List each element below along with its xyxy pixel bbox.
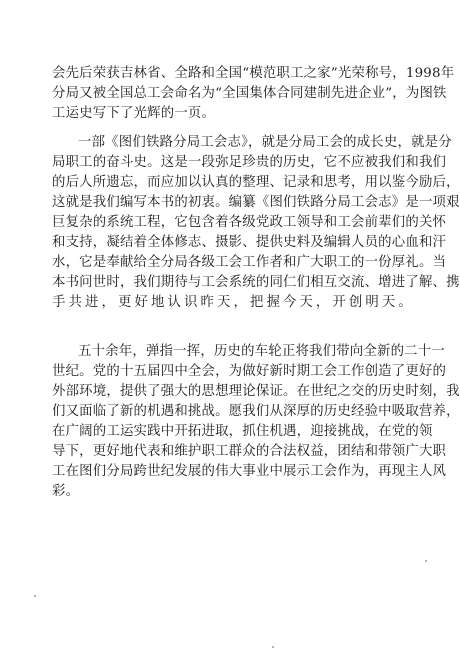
scan-speck — [34, 595, 36, 597]
paragraph-3-line-8: 彩。 — [52, 484, 80, 499]
paragraph-2-line-6: 和支持，凝结着全体修志、摄影、提供史料及编辑人员的心血和汗 — [52, 235, 447, 250]
paragraph-3-line-6: 导下，更好地代表和维护职工群众的合法权益，团结和带领广大职 — [52, 444, 447, 459]
paragraph-2-line-9: 手共进，更好地认识昨天，把握今天，开创明天。 — [52, 295, 412, 310]
paragraph-2-line-5: 巨复杂的系统工程，它包含着各级党政工领导和工会前辈们的关怀 — [52, 215, 447, 230]
paragraph-3-line-4: 们又面临了新的机遇和挑战。愿我们从深厚的历史经验中吸取营养， — [52, 404, 460, 419]
paragraph-2-line-4: 这就是我们编写本书的初衷。编纂《图们铁路分局工会志》是一项艰 — [52, 195, 460, 210]
paragraph-2-line-10 — [52, 313, 412, 333]
paragraph-2-line-1: 一部《图们铁路分局工会志》，就是分局工会的成长史，就是分 — [78, 135, 452, 150]
paragraph-3-line-5: 在广阔的工运实践中开拓进取，抓住机遇，迎接挑战，在党的领 — [52, 424, 433, 439]
paragraph-2-line-3: 的后人所遗忘，而应加以认真的整理、记录和思考，用以鉴今励后， — [52, 175, 460, 190]
paragraph-2-line-2: 局职工的奋斗史。这是一段弥足珍贵的历史，它不应被我们和我们 — [52, 155, 447, 170]
paragraph-2-line-7: 水，它是奉献给全分局各级工会工作者和广大职工的一份厚礼。当 — [52, 255, 447, 270]
paragraph-2-line-8: 本书问世时，我们期待与工会系统的同仁们相互交流、增进了解、携 — [52, 275, 460, 290]
paragraph-1-line-2: 分局又被全国总工会命名为“全国集体合同建制先进企业”，为图铁 — [52, 86, 447, 101]
scan-speck — [272, 646, 274, 648]
paragraph-3-line-7: 工在图们分局跨世纪发展的伟大事业中展示工会作为，再现主人风 — [52, 464, 447, 479]
paragraph-1-line-3: 工运史写下了光辉的一页。 — [52, 106, 216, 121]
scan-speck — [425, 560, 427, 562]
paragraph-3-line-3: 外部环境，提供了强大的思想理论保证。在世纪之交的历史时刻，我 — [52, 384, 460, 399]
paragraph-3-line-1: 五十余年，弹指一挥，历史的车轮正将我们带向全新的二十一 — [78, 344, 445, 359]
body-text — [52, 64, 460, 502]
paragraph-3-line-2: 世纪。党的十五届四中全会，为做好新时期工会工作创造了更好的 — [52, 364, 447, 379]
paragraph-1-line-1: 会先后荣获吉林省、全路和全国“模范职工之家”光荣称号，1998年 — [52, 66, 455, 81]
